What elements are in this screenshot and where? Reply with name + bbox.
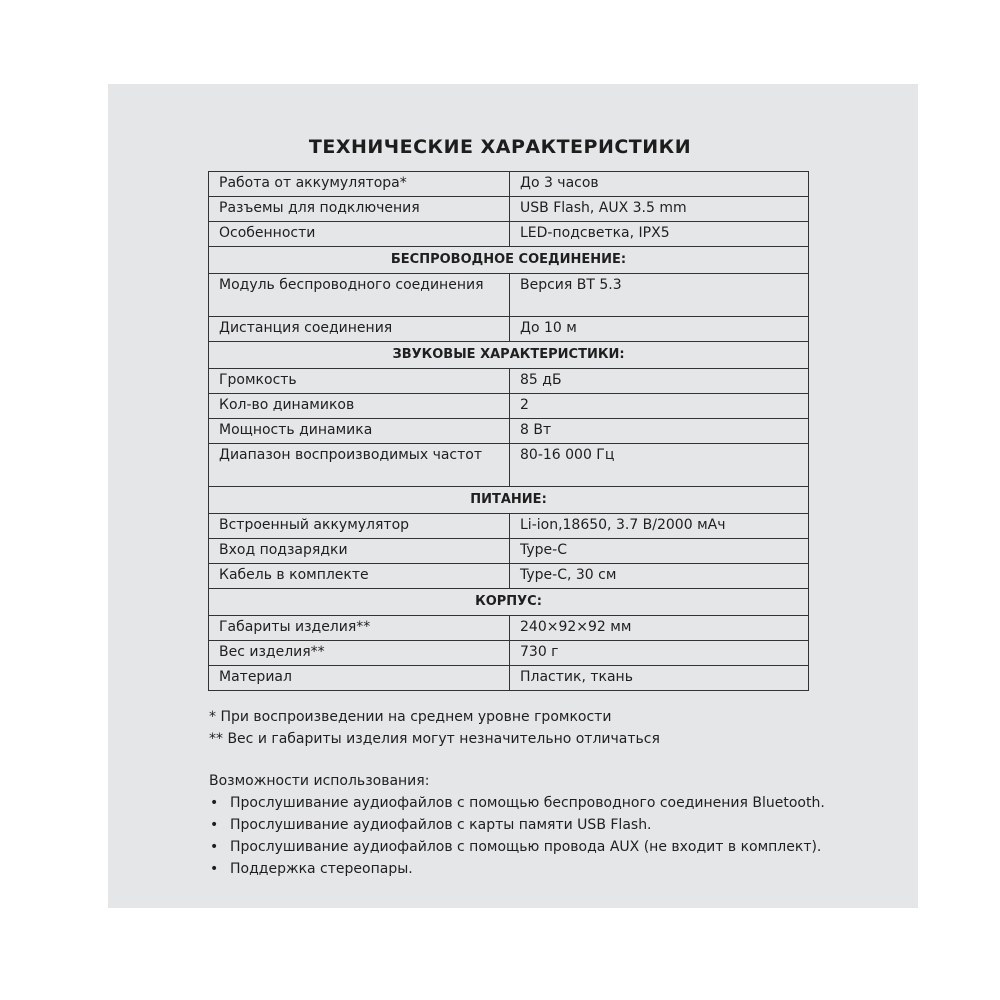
- list-item-text: Поддержка стереопары.: [230, 861, 413, 877]
- list-item-text: Прослушивание аудиофайлов с карты памяти USB Flash.: [230, 817, 652, 833]
- list-item-text: Прослушивание аудиофайлов с помощью провода AUX (не входит в комплект).: [230, 839, 822, 855]
- table-row: [209, 317, 809, 342]
- section-header-row: [209, 589, 809, 616]
- spec-label: Особенности: [209, 222, 510, 247]
- spec-value: До 10 м: [510, 317, 809, 342]
- bullet-icon: •: [210, 861, 219, 877]
- bullet-icon: •: [210, 795, 219, 811]
- table-row: [209, 641, 809, 666]
- section-header-row: [209, 247, 809, 274]
- spec-value: 730 г: [510, 641, 809, 666]
- spec-label: Разъемы для подключения: [209, 197, 510, 222]
- spec-label: Вес изделия**: [209, 641, 510, 666]
- spec-label: Встроенный аккумулятор: [209, 514, 510, 539]
- table-row: [209, 197, 809, 222]
- section-header-row: [209, 342, 809, 369]
- spec-value: Версия BT 5.3: [510, 274, 809, 317]
- spec-value: 2: [510, 394, 809, 419]
- spec-label: Мощность динамика: [209, 419, 510, 444]
- usage-list: [209, 792, 849, 880]
- section-header: БЕСПРОВОДНОЕ СОЕДИНЕНИЕ:: [209, 247, 809, 274]
- table-row: [209, 394, 809, 419]
- spec-table: [208, 171, 809, 691]
- section-header: ЗВУКОВЫЕ ХАРАКТЕРИСТИКИ:: [209, 342, 809, 369]
- list-item: [209, 836, 849, 858]
- bullet-icon: •: [210, 839, 219, 855]
- table-row: [209, 444, 809, 487]
- spec-value: Type-C: [510, 539, 809, 564]
- spec-label: Работа от аккумулятора*: [209, 172, 510, 197]
- footnotes: [209, 706, 660, 750]
- spec-value: 80-16 000 Гц: [510, 444, 809, 487]
- spec-label: Модуль беспроводного соединения: [209, 274, 510, 317]
- list-item: [209, 858, 849, 880]
- table-row: [209, 616, 809, 641]
- spec-value: USB Flash, AUX 3.5 mm: [510, 197, 809, 222]
- section-header: КОРПУС:: [209, 589, 809, 616]
- spec-label: Вход подзарядки: [209, 539, 510, 564]
- spec-value: 8 Вт: [510, 419, 809, 444]
- spec-label: Дистанция соединения: [209, 317, 510, 342]
- spec-label: Габариты изделия**: [209, 616, 510, 641]
- table-row: [209, 419, 809, 444]
- spec-label: Кол-во динамиков: [209, 394, 510, 419]
- list-item: [209, 814, 849, 836]
- spec-value: Type-C, 30 см: [510, 564, 809, 589]
- spec-label: Диапазон воспроизводимых частот: [209, 444, 510, 487]
- footnote: * При воспроизведении на среднем уровне громкости: [209, 709, 612, 725]
- spec-label: Материал: [209, 666, 510, 691]
- table-row: [209, 539, 809, 564]
- list-item-text: Прослушивание аудиофайлов с помощью беспроводного соединения Bluetooth.: [230, 795, 825, 811]
- page-title: ТЕХНИЧЕСКИЕ ХАРАКТЕРИСТИКИ: [308, 136, 692, 158]
- table-row: [209, 172, 809, 197]
- spec-label: Громкость: [209, 369, 510, 394]
- footnote: ** Вес и габариты изделия могут незначительно отличаться: [209, 731, 660, 747]
- usage-section: [209, 770, 849, 880]
- table-row: [209, 369, 809, 394]
- spec-value: 85 дБ: [510, 369, 809, 394]
- spec-value: Пластик, ткань: [510, 666, 809, 691]
- table-row: [209, 666, 809, 691]
- spec-value: 240×92×92 мм: [510, 616, 809, 641]
- table-row: [209, 564, 809, 589]
- spec-value: LED-подсветка, IPX5: [510, 222, 809, 247]
- bullet-icon: •: [210, 817, 219, 833]
- list-item: [209, 792, 849, 814]
- table-row: [209, 514, 809, 539]
- spec-value: Li-ion,18650, 3.7 В/2000 мАч: [510, 514, 809, 539]
- table-row: [209, 222, 809, 247]
- section-header: ПИТАНИЕ:: [209, 487, 809, 514]
- usage-heading: Возможности использования:: [209, 773, 430, 789]
- spec-value: До 3 часов: [510, 172, 809, 197]
- section-header-row: [209, 487, 809, 514]
- table-row: [209, 274, 809, 317]
- spec-label: Кабель в комплекте: [209, 564, 510, 589]
